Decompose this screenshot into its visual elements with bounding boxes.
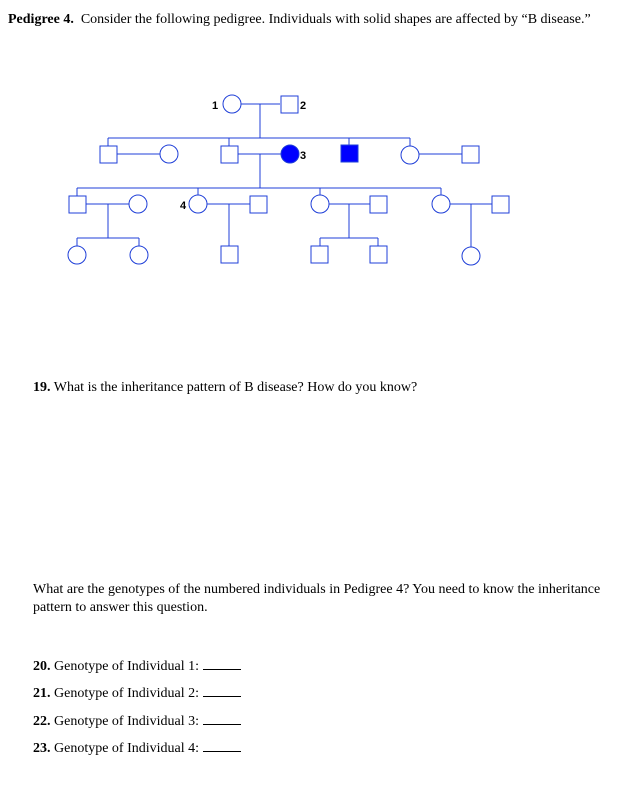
male-individual: [311, 246, 328, 263]
affected-female-individual-3: [281, 145, 299, 163]
answer-blank[interactable]: [203, 738, 241, 752]
male-individual: [69, 196, 86, 213]
question-19: [33, 379, 417, 397]
female-individual: [401, 146, 419, 164]
question-19-number: 19.: [33, 380, 51, 395]
female-individual-1: [223, 95, 241, 113]
female-individual-4: [189, 195, 207, 213]
male-individual-2: [281, 96, 298, 113]
answer-number: 20.: [33, 659, 51, 674]
female-individual: [68, 246, 86, 264]
answer-blank[interactable]: [203, 683, 241, 697]
answer-line-22: [33, 711, 241, 731]
answer-blank[interactable]: [203, 656, 241, 670]
answer-label: Genotype of Individual 1:: [54, 659, 200, 674]
answer-line-21: [33, 683, 241, 703]
question-19-text: What is the inheritance pattern of B disease? How do you know?: [53, 380, 418, 395]
affected-male-individual: [341, 145, 358, 162]
female-individual: [129, 195, 147, 213]
answer-label: Genotype of Individual 2:: [54, 686, 200, 701]
male-individual: [492, 196, 509, 213]
male-individual: [462, 146, 479, 163]
pedigree-chart: [0, 0, 638, 300]
intro-title: Pedigree 4.: [8, 12, 74, 27]
pedigree-individuals: [68, 95, 509, 265]
male-individual: [221, 246, 238, 263]
label-individual-1: 1: [212, 100, 219, 112]
answer-blank[interactable]: [203, 711, 241, 725]
answer-number: 23.: [33, 741, 51, 756]
label-individual-2: 2: [300, 100, 307, 112]
female-individual: [160, 145, 178, 163]
answer-number: 22.: [33, 714, 51, 729]
male-individual: [250, 196, 267, 213]
answer-label: Genotype of Individual 4:: [54, 741, 200, 756]
male-individual: [221, 146, 238, 163]
male-individual: [370, 246, 387, 263]
label-individual-3: 3: [300, 150, 307, 162]
answer-line-23: [33, 738, 241, 758]
answer-number: 21.: [33, 686, 51, 701]
genotype-prompt: What are the genotypes of the numbered individuals in Pedigree 4? You need to know the inheritance pattern to answer this question.: [33, 582, 601, 615]
answer-line-20: [33, 656, 241, 676]
label-individual-4: 4: [180, 200, 187, 212]
answer-label: Genotype of Individual 3:: [54, 714, 200, 729]
female-individual: [432, 195, 450, 213]
male-individual: [370, 196, 387, 213]
female-individual: [462, 247, 480, 265]
intro-text: Consider the following pedigree. Individuals with solid shapes are affected by “B disease.”: [80, 12, 591, 27]
pedigree-lines: [77, 104, 492, 247]
female-individual: [130, 246, 148, 264]
female-individual: [311, 195, 329, 213]
male-individual: [100, 146, 117, 163]
